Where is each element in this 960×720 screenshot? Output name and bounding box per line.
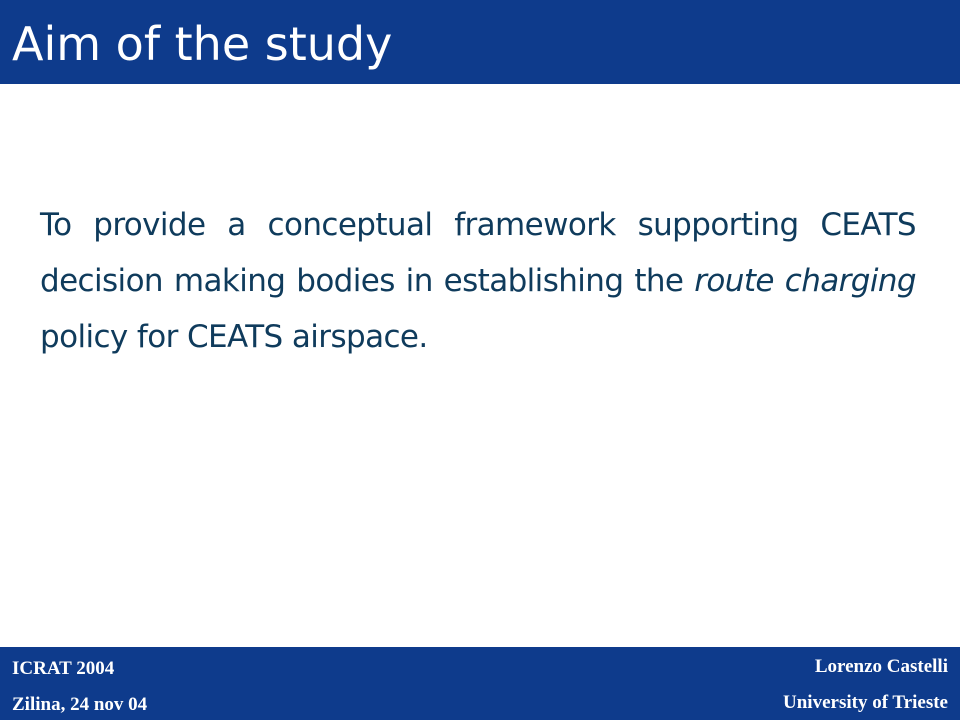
footer-author: Lorenzo Castelli bbox=[814, 656, 948, 677]
slide-title: Aim of the study bbox=[12, 17, 393, 71]
aim-statement-emphasis: route charging bbox=[694, 263, 916, 299]
aim-statement-text: To provide a conceptual framework supporting CEATS decision making bodies in establishing the bbox=[40, 207, 916, 299]
aim-statement-ending: policy for CEATS airspace. bbox=[40, 319, 428, 355]
footer-conference: ICRAT 2004 bbox=[12, 658, 115, 679]
footer-affiliation: University of Trieste bbox=[783, 692, 948, 713]
aim-statement bbox=[40, 197, 916, 365]
footer-place-date: Zilina, 24 nov 04 bbox=[12, 694, 148, 715]
